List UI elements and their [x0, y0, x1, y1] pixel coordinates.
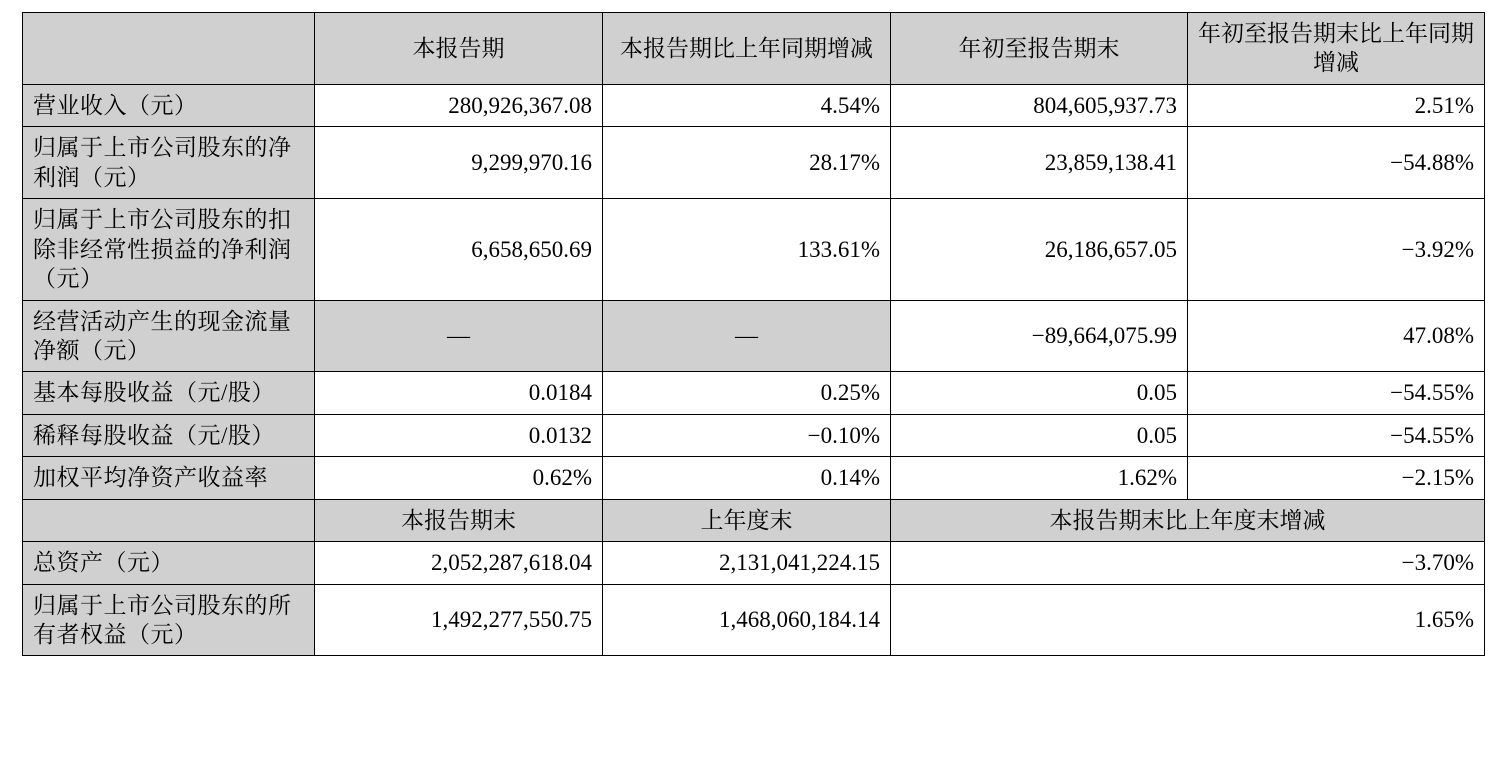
cell-operating-cashflow-ytd-yoy: 47.08% — [1188, 300, 1485, 372]
cell-weighted-roe-ytd: 1.62% — [891, 457, 1188, 499]
subheader-corner-cell — [23, 499, 315, 541]
table-row — [23, 457, 1485, 499]
subheader-col-change: 本报告期末比上年度末增减 — [891, 499, 1485, 541]
cell-net-profit-deducted-current-yoy: 133.61% — [603, 199, 891, 300]
cell-revenue-ytd: 804,605,937.73 — [891, 84, 1188, 126]
cell-net-profit-ytd: 23,859,138.41 — [891, 127, 1188, 199]
cell-owners-equity-current: 1,492,277,550.75 — [315, 584, 603, 656]
row-label-net-profit: 归属于上市公司股东的净利润（元） — [23, 127, 315, 199]
cell-weighted-roe-current: 0.62% — [315, 457, 603, 499]
row-label-operating-cashflow: 经营活动产生的现金流量净额（元） — [23, 300, 315, 372]
cell-operating-cashflow-ytd: −89,664,075.99 — [891, 300, 1188, 372]
table-row — [23, 199, 1485, 300]
cell-net-profit-current-yoy: 28.17% — [603, 127, 891, 199]
table-row — [23, 542, 1485, 584]
cell-net-profit-deducted-ytd-yoy: −3.92% — [1188, 199, 1485, 300]
header-col-ytd: 年初至报告期末 — [891, 13, 1188, 85]
cell-owners-equity-change: 1.65% — [891, 584, 1485, 656]
row-label-basic-eps: 基本每股收益（元/股） — [23, 372, 315, 414]
cell-total-assets-previous: 2,131,041,224.15 — [603, 542, 891, 584]
table-header-row — [23, 13, 1485, 85]
subheader-col-prev-year-end: 上年度末 — [603, 499, 891, 541]
row-label-net-profit-deducted: 归属于上市公司股东的扣除非经常性损益的净利润（元） — [23, 199, 315, 300]
cell-basic-eps-ytd: 0.05 — [891, 372, 1188, 414]
cell-net-profit-current: 9,299,970.16 — [315, 127, 603, 199]
cell-basic-eps-current-yoy: 0.25% — [603, 372, 891, 414]
cell-net-profit-deducted-current: 6,658,650.69 — [315, 199, 603, 300]
cell-basic-eps-ytd-yoy: −54.55% — [1188, 372, 1485, 414]
table-subheader-row — [23, 499, 1485, 541]
financial-summary-table — [22, 12, 1485, 656]
header-col-ytd-yoy: 年初至报告期末比上年同期增减 — [1188, 13, 1485, 85]
header-corner-cell — [23, 13, 315, 85]
cell-owners-equity-previous: 1,468,060,184.14 — [603, 584, 891, 656]
table-row — [23, 300, 1485, 372]
cell-operating-cashflow-current-yoy: — — [603, 300, 891, 372]
cell-operating-cashflow-current: — — [315, 300, 603, 372]
cell-revenue-current-yoy: 4.54% — [603, 84, 891, 126]
cell-net-profit-deducted-ytd: 26,186,657.05 — [891, 199, 1188, 300]
cell-net-profit-ytd-yoy: −54.88% — [1188, 127, 1485, 199]
cell-diluted-eps-current: 0.0132 — [315, 414, 603, 456]
cell-total-assets-change: −3.70% — [891, 542, 1485, 584]
header-col-current-period-yoy: 本报告期比上年同期增减 — [603, 13, 891, 85]
cell-basic-eps-current: 0.0184 — [315, 372, 603, 414]
row-label-revenue: 营业收入（元） — [23, 84, 315, 126]
table-row — [23, 414, 1485, 456]
cell-total-assets-current: 2,052,287,618.04 — [315, 542, 603, 584]
table-row — [23, 84, 1485, 126]
cell-diluted-eps-current-yoy: −0.10% — [603, 414, 891, 456]
cell-diluted-eps-ytd: 0.05 — [891, 414, 1188, 456]
header-col-current-period: 本报告期 — [315, 13, 603, 85]
row-label-weighted-roe: 加权平均净资产收益率 — [23, 457, 315, 499]
cell-diluted-eps-ytd-yoy: −54.55% — [1188, 414, 1485, 456]
cell-weighted-roe-current-yoy: 0.14% — [603, 457, 891, 499]
row-label-diluted-eps: 稀释每股收益（元/股） — [23, 414, 315, 456]
table-row — [23, 127, 1485, 199]
row-label-owners-equity: 归属于上市公司股东的所有者权益（元） — [23, 584, 315, 656]
cell-revenue-current: 280,926,367.08 — [315, 84, 603, 126]
table-row — [23, 584, 1485, 656]
cell-revenue-ytd-yoy: 2.51% — [1188, 84, 1485, 126]
row-label-total-assets: 总资产（元） — [23, 542, 315, 584]
table-row — [23, 372, 1485, 414]
cell-weighted-roe-ytd-yoy: −2.15% — [1188, 457, 1485, 499]
subheader-col-period-end: 本报告期末 — [315, 499, 603, 541]
